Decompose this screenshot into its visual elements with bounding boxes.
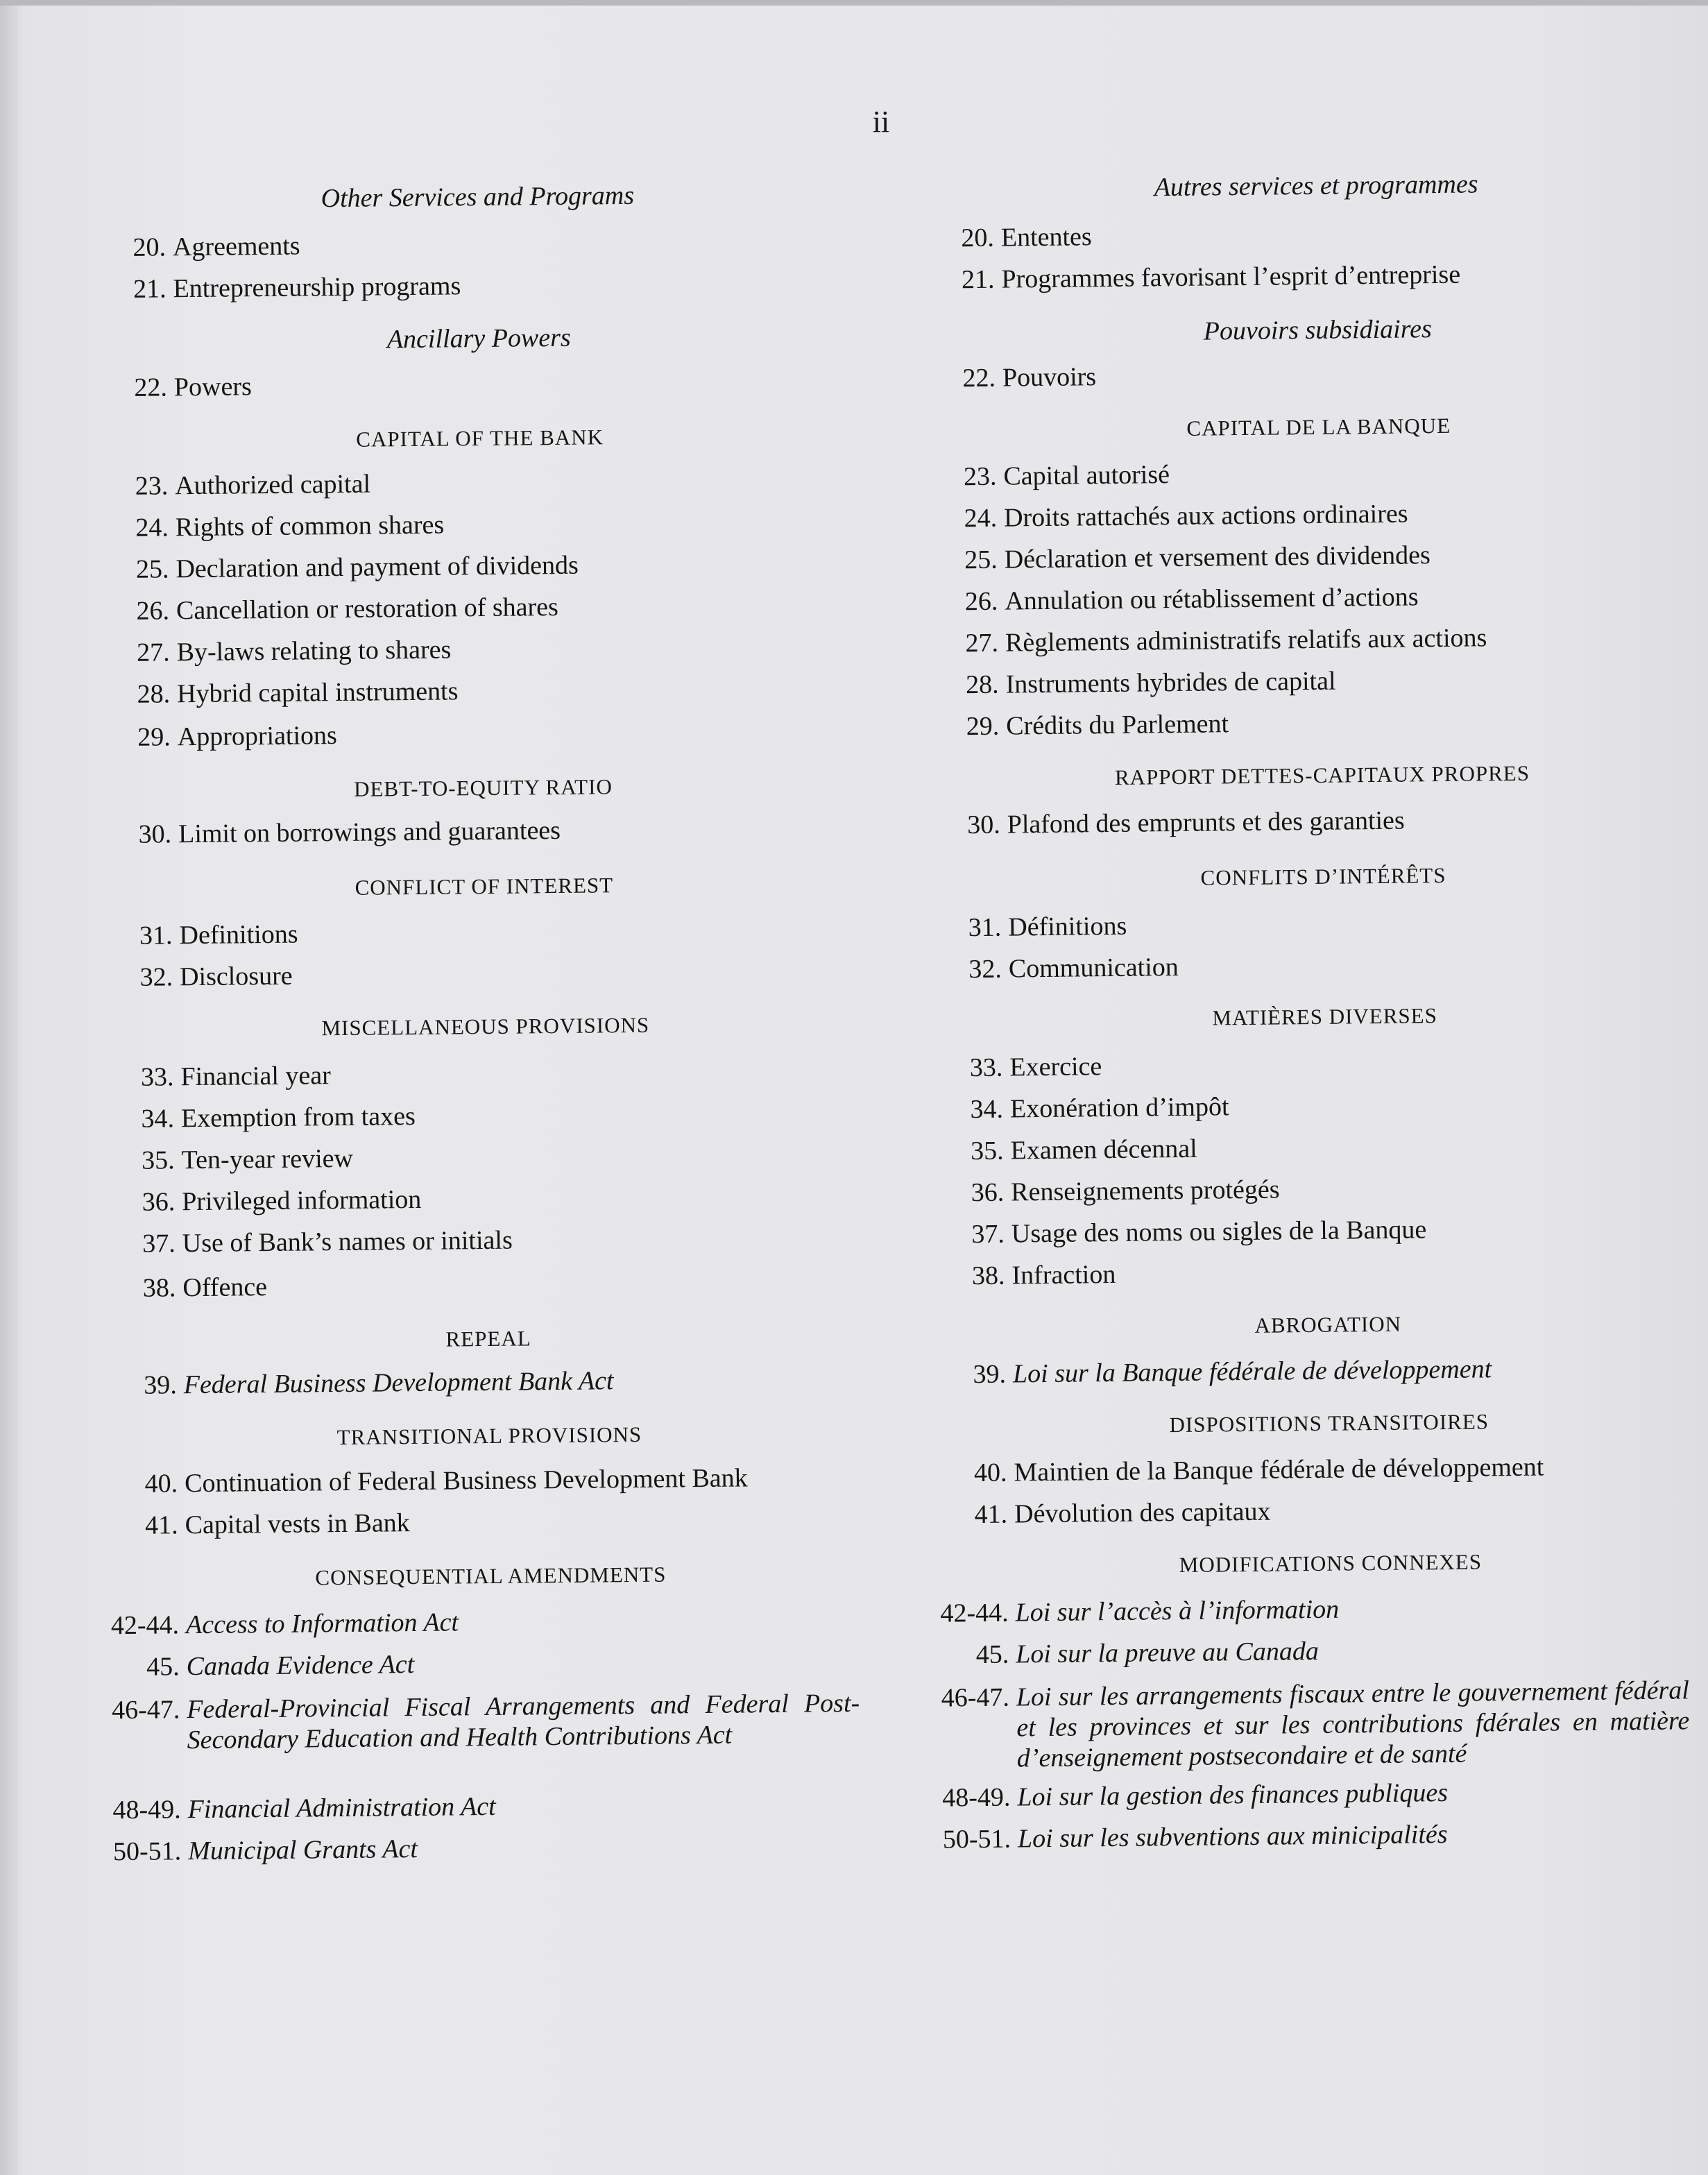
toc-entry: [77, 1834, 418, 1868]
section-number: 48-49.: [942, 1782, 1011, 1813]
toc-entry: [900, 1174, 1280, 1209]
section-title: Infraction: [1011, 1259, 1116, 1290]
section-number: 30.: [138, 819, 172, 849]
toc-entry: [76, 1791, 495, 1826]
toc-entry: [894, 622, 1487, 659]
section-number: 33.: [969, 1052, 1003, 1083]
section-number: 21.: [961, 264, 995, 295]
section-number: 25.: [964, 545, 998, 575]
section-number: 34.: [141, 1104, 175, 1134]
section-number: 34.: [970, 1094, 1004, 1125]
section-number: 22.: [962, 363, 996, 393]
section-heading: CAPITAL OF THE BANK: [356, 425, 604, 452]
section-title: Exonération d’impôt: [1009, 1092, 1229, 1124]
section-title: Authorized capital: [175, 469, 371, 501]
section-title: Definitions: [179, 919, 298, 950]
section-number: 35.: [970, 1136, 1004, 1166]
section-title: Pouvoirs: [1002, 362, 1097, 393]
section-title: Plafond des emprunts et des garanties: [1007, 805, 1405, 839]
section-number: 27.: [965, 628, 999, 658]
toc-entry: [900, 1214, 1427, 1250]
toc-entry: [894, 581, 1419, 617]
section-number: 48-49.: [112, 1795, 181, 1825]
section-title: Hybrid capital instruments: [176, 676, 459, 709]
section-number: 42-44.: [110, 1610, 180, 1641]
section-number: 31.: [139, 921, 173, 950]
section-number: 50-51.: [942, 1824, 1011, 1854]
toc-entry: [896, 805, 1404, 842]
toc-entry: [892, 459, 1170, 493]
section-number: 23.: [135, 471, 169, 501]
section-heading: TRANSITIONAL PROVISIONS: [336, 1422, 642, 1450]
toc-entry: [68, 919, 298, 952]
section-number: 28.: [137, 679, 171, 709]
section-title: Loi sur les arrangements fiscaux entre le gouvernement fédéral et les provinces et sur les contributions fdérales en matière d’enseignement postsecondaire et de santé: [1016, 1675, 1690, 1773]
section-title: Programmes favorisant l’esprit d’entreprise: [1001, 259, 1461, 294]
toc-entry: [65, 510, 445, 544]
toc-entry: [903, 1452, 1544, 1490]
toc-entry: [890, 259, 1460, 296]
section-number: 38.: [142, 1273, 176, 1303]
toc-entry: [75, 1607, 459, 1641]
section-title: Municipal Grants Act: [187, 1834, 418, 1866]
section-title: Disclosure: [179, 961, 293, 992]
toc-entry: [64, 469, 370, 502]
toc-entry: [890, 221, 1092, 254]
section-title: Communication: [1008, 952, 1179, 984]
section-title: Federal Business Development Bank Act: [183, 1366, 614, 1400]
section-number: 26.: [964, 586, 998, 617]
part-heading: Other Services and Programs: [321, 180, 635, 214]
section-title: Privileged information: [182, 1184, 422, 1217]
section-number: 40.: [144, 1469, 178, 1499]
section-title: Limit on borrowings and guarantees: [178, 815, 561, 849]
section-title: Use of Bank’s names or initials: [182, 1225, 513, 1259]
toc-entry: [893, 540, 1431, 576]
section-number: 36.: [142, 1187, 176, 1217]
toc-entry: [62, 271, 461, 305]
section-heading: CONFLITS D’INTÉRÊTS: [1200, 862, 1446, 890]
section-title: Federal-Provincial Fiscal Arrangements and Federal Post-Secondary Education and Health Contributions Act: [187, 1688, 860, 1755]
section-title: Définitions: [1008, 911, 1127, 942]
section-number: 32.: [968, 954, 1002, 984]
toc-entry: [71, 1184, 422, 1218]
section-number: 46-47.: [941, 1682, 1010, 1713]
section-title: Loi sur la gestion des finances publiques: [1017, 1777, 1449, 1812]
toc-entry: [69, 1060, 331, 1093]
section-title: Powers: [173, 372, 253, 402]
section-title: Déclaration et versement des dividendes: [1004, 540, 1431, 574]
toc-entry: [74, 1508, 409, 1542]
section-heading: ABROGATION: [1254, 1311, 1402, 1338]
section-title: Financial Administration Act: [187, 1791, 496, 1825]
section-number: 26.: [136, 596, 170, 626]
part-heading: Pouvoirs subsidiaires: [1203, 314, 1432, 346]
section-number: 45.: [975, 1639, 1009, 1670]
section-number: 39.: [144, 1370, 177, 1400]
toc-entry: [76, 1688, 860, 1757]
section-number: 23.: [963, 461, 997, 492]
section-heading: DEBT-TO-EQUITY RATIO: [353, 774, 613, 801]
section-title: Capital vests in Bank: [185, 1508, 410, 1540]
section-title: Renseignements protégés: [1011, 1175, 1280, 1207]
toc-entry: [905, 1636, 1319, 1671]
section-number: 45.: [146, 1652, 180, 1682]
toc-entry: [906, 1777, 1448, 1814]
section-number: 36.: [971, 1177, 1005, 1208]
part-heading: Ancillary Powers: [386, 323, 571, 355]
section-title: Ten-year review: [181, 1143, 354, 1175]
section-title: Usage des noms ou sigles de la Banque: [1011, 1215, 1427, 1249]
toc-entry: [65, 550, 579, 586]
section-title: Ententes: [1000, 222, 1092, 253]
toc-entry: [71, 1272, 267, 1304]
section-title: Règlements administratifs relatifs aux actions: [1005, 623, 1487, 658]
section-title: Agreements: [172, 231, 300, 262]
section-title: Entrepreneurship programs: [173, 271, 461, 304]
section-number: 29.: [966, 711, 1000, 742]
section-title: Offence: [182, 1272, 268, 1303]
section-number: 37.: [142, 1229, 176, 1259]
section-number: 37.: [971, 1219, 1005, 1249]
toc-entry: [74, 1462, 748, 1499]
section-heading: CONSEQUENTIAL AMENDMENTS: [315, 1562, 667, 1590]
section-title: Financial year: [180, 1061, 331, 1092]
section-title: Canada Evidence Act: [186, 1650, 415, 1682]
section-number: 40.: [973, 1458, 1007, 1488]
toc-entry: [900, 1259, 1116, 1292]
section-number: 41.: [974, 1499, 1008, 1530]
toc-entry: [67, 720, 337, 753]
section-title: Droits rattachés aux actions ordinaires: [1003, 499, 1408, 533]
toc-entry: [70, 1143, 353, 1177]
section-heading: MATIÈRES DIVERSES: [1212, 1003, 1438, 1030]
section-number: 25.: [135, 554, 169, 584]
section-number: 39.: [973, 1359, 1007, 1390]
toc-entry: [63, 371, 252, 404]
section-number: 30.: [966, 810, 1000, 840]
toc-entry: [62, 231, 300, 264]
section-title: Loi sur la Banque fédérale de développement: [1012, 1354, 1492, 1389]
section-number: 32.: [139, 962, 173, 992]
section-number: 20.: [133, 232, 166, 262]
section-number: 38.: [971, 1261, 1005, 1291]
section-heading: RAPPORT DETTES-CAPITAUX PROPRES: [1114, 760, 1530, 790]
toc-entry: [907, 1819, 1448, 1855]
section-heading: CONFLICT OF INTEREST: [355, 873, 614, 900]
toc-entry: [69, 961, 293, 993]
section-heading: MISCELLANEOUS PROVISIONS: [321, 1012, 650, 1041]
section-title: Annulation ou rétablissement d’actions: [1005, 582, 1419, 616]
toc-entry: [75, 1649, 414, 1683]
toc-entry: [891, 361, 1097, 394]
toc-entry: [73, 1365, 614, 1401]
toc-entry: [899, 1091, 1229, 1125]
section-number: 22.: [134, 373, 168, 402]
page-top-edge: [0, 0, 1708, 6]
toc-entry: [898, 952, 1179, 985]
toc-entry: [902, 1354, 1492, 1390]
toc-entry: [893, 498, 1408, 534]
section-number: 31.: [968, 912, 1002, 943]
section-title: Loi sur la preuve au Canada: [1016, 1636, 1320, 1669]
toc-entry: [65, 634, 451, 668]
section-title: Exemption from taxes: [180, 1101, 416, 1134]
section-number: 27.: [136, 638, 170, 667]
section-title: Capital autorisé: [1003, 460, 1170, 491]
toc-entry: [67, 815, 561, 851]
toc-entry: [70, 1101, 416, 1135]
section-number: 41.: [144, 1510, 178, 1540]
section-title: Rights of common shares: [175, 510, 445, 543]
section-number: 46-47.: [111, 1695, 180, 1725]
toc-entry: [66, 676, 459, 710]
toc-entry: [895, 708, 1229, 742]
section-title: Exercice: [1009, 1052, 1102, 1082]
section-title: Continuation of Federal Business Development Bank: [184, 1463, 748, 1499]
toc-entry: [65, 592, 558, 627]
section-title: By-laws relating to shares: [176, 635, 452, 667]
section-title: Instruments hybrides de capital: [1005, 666, 1336, 699]
page-number: ii: [872, 105, 890, 139]
section-heading: MODIFICATIONS CONNEXES: [1179, 1549, 1483, 1578]
toc-entry: [899, 1134, 1197, 1167]
section-number: 28.: [965, 669, 999, 700]
section-title: Loi sur l’accès à l’information: [1015, 1594, 1340, 1628]
section-number: 24.: [135, 513, 169, 543]
section-title: Maintien de la Banque fédérale de développement: [1014, 1452, 1544, 1487]
toc-entry: [894, 666, 1335, 701]
section-heading: CAPITAL DE LA BANQUE: [1186, 413, 1451, 441]
section-title: Loi sur les subventions aux minicipalités: [1017, 1820, 1448, 1854]
toc-entry: [903, 1496, 1271, 1531]
toc-entry: [905, 1675, 1690, 1775]
toc-entry: [71, 1225, 513, 1260]
section-title: Declaration and payment of dividends: [176, 550, 579, 584]
section-number: 24.: [964, 503, 998, 534]
section-number: 29.: [137, 722, 171, 752]
section-number: 42-44.: [940, 1598, 1009, 1628]
section-heading: REPEAL: [445, 1326, 531, 1351]
section-number: 20.: [961, 223, 995, 253]
page-edge-shadow: [0, 0, 18, 2175]
toc-entry: [904, 1594, 1339, 1630]
section-title: Access to Information Act: [185, 1607, 459, 1640]
section-number: 35.: [141, 1145, 175, 1175]
part-heading: Autres services et programmes: [1154, 169, 1478, 203]
section-number: 21.: [133, 274, 166, 304]
section-title: Dévolution des capitaux: [1014, 1496, 1271, 1529]
section-heading: DISPOSITIONS TRANSITOIRES: [1169, 1409, 1489, 1438]
toc-entry: [898, 1051, 1102, 1084]
section-number: 33.: [140, 1062, 174, 1092]
section-number: 50-51.: [112, 1836, 182, 1867]
toc-entry: [897, 911, 1127, 944]
section-title: Appropriations: [177, 721, 338, 752]
section-title: Cancellation or restoration of shares: [176, 592, 559, 626]
section-title: Crédits du Parlement: [1006, 709, 1229, 741]
section-title: Examen décennal: [1010, 1134, 1197, 1166]
